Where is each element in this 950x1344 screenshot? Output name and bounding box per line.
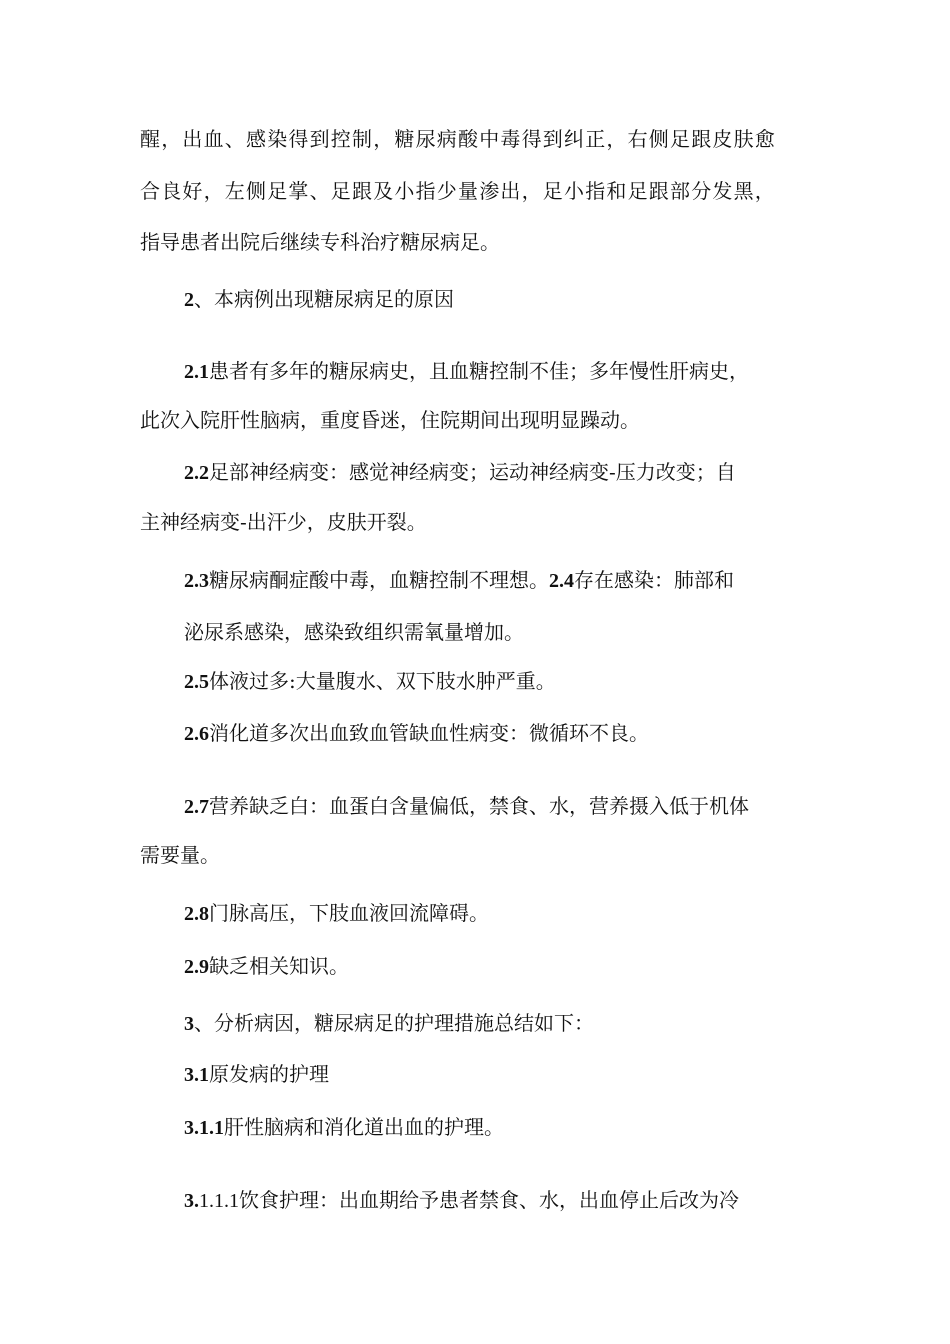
- item-number: 2.5: [184, 671, 209, 693]
- item-2-9: [184, 954, 349, 979]
- item-number: 3.: [184, 1190, 199, 1212]
- section-title: 、本病例出现糖尿病足的原因: [194, 287, 454, 311]
- section-number: 2: [184, 289, 194, 311]
- item-number-rest: 1.1.1: [199, 1190, 239, 1212]
- item-text: 原发病的护理: [209, 1062, 329, 1086]
- item-text: 肝性脑病和消化道出血的护理。: [224, 1115, 504, 1139]
- item-number: 2.7: [184, 796, 209, 818]
- item-2-8: [184, 901, 489, 926]
- item-2-1: [184, 359, 749, 384]
- section-number: 3: [184, 1013, 194, 1035]
- item-3-1: [184, 1062, 329, 1087]
- item-3-1-1: [184, 1115, 504, 1140]
- item-text: 门脉高压，下肢血液回流障碍。: [209, 901, 489, 925]
- item-number: 2.8: [184, 903, 209, 925]
- body-text-line: 指导患者出院后继续专科治疗糖尿病足。: [140, 230, 500, 254]
- item-text: 营养缺乏白：血蛋白含量偏低，禁食、水，营养摄入低于机体: [209, 794, 749, 818]
- item-text: 体液过多:大量腹水、双下肢水肿严重。: [209, 669, 556, 693]
- item-number: 3.1: [184, 1064, 209, 1086]
- item-text-continued: 泌尿系感染，感染致组织需氧量增加。: [184, 620, 524, 644]
- body-text-line: 醒，出血、感染得到控制，糖尿病酸中毒得到纠正，右侧足跟皮肤愈: [140, 127, 776, 151]
- item-number: 3.1.1: [184, 1117, 224, 1139]
- item-text-2-4: 存在感染：肺部和: [574, 568, 734, 592]
- item-text: 消化道多次出血致血管缺血性病变：微循环不良。: [209, 721, 649, 745]
- section-title: 、分析病因，糖尿病足的护理措施总结如下：: [194, 1011, 594, 1035]
- item-2-2: [184, 460, 736, 485]
- item-3-1-1-1: [184, 1188, 739, 1213]
- item-2-6: [184, 721, 649, 746]
- item-2-3: [184, 568, 734, 593]
- item-text: 足部神经病变：感觉神经病变；运动神经病变-压力改变；自: [209, 460, 736, 484]
- item-text-continued: 此次入院肝性脑病，重度昏迷，住院期间出现明显躁动。: [140, 408, 640, 432]
- item-number: 2.2: [184, 462, 209, 484]
- item-text: 饮食护理：出血期给予患者禁食、水，出血停止后改为冷: [239, 1188, 739, 1212]
- item-number: 2.3: [184, 570, 209, 592]
- body-text-line: 合良好，左侧足掌、足跟及小指少量渗出，足小指和足跟部分发黑，: [140, 179, 776, 203]
- item-number-2-4: 2.4: [549, 570, 574, 592]
- item-text: 缺乏相关知识。: [209, 954, 349, 978]
- section-heading-2: [184, 287, 454, 312]
- item-2-5: [184, 669, 556, 694]
- section-heading-3: [184, 1011, 594, 1036]
- item-text-continued: 需要量。: [140, 843, 220, 867]
- item-text: 糖尿病酮症酸中毒，血糖控制不理想。: [209, 568, 549, 592]
- item-text-continued: 主神经病变-出汗少，皮肤开裂。: [140, 510, 427, 534]
- item-number: 2.6: [184, 723, 209, 745]
- item-text: 患者有多年的糖尿病史，且血糖控制不佳；多年慢性肝病史，: [209, 359, 749, 383]
- item-2-7: [184, 794, 749, 819]
- item-number: 2.1: [184, 361, 209, 383]
- item-number: 2.9: [184, 956, 209, 978]
